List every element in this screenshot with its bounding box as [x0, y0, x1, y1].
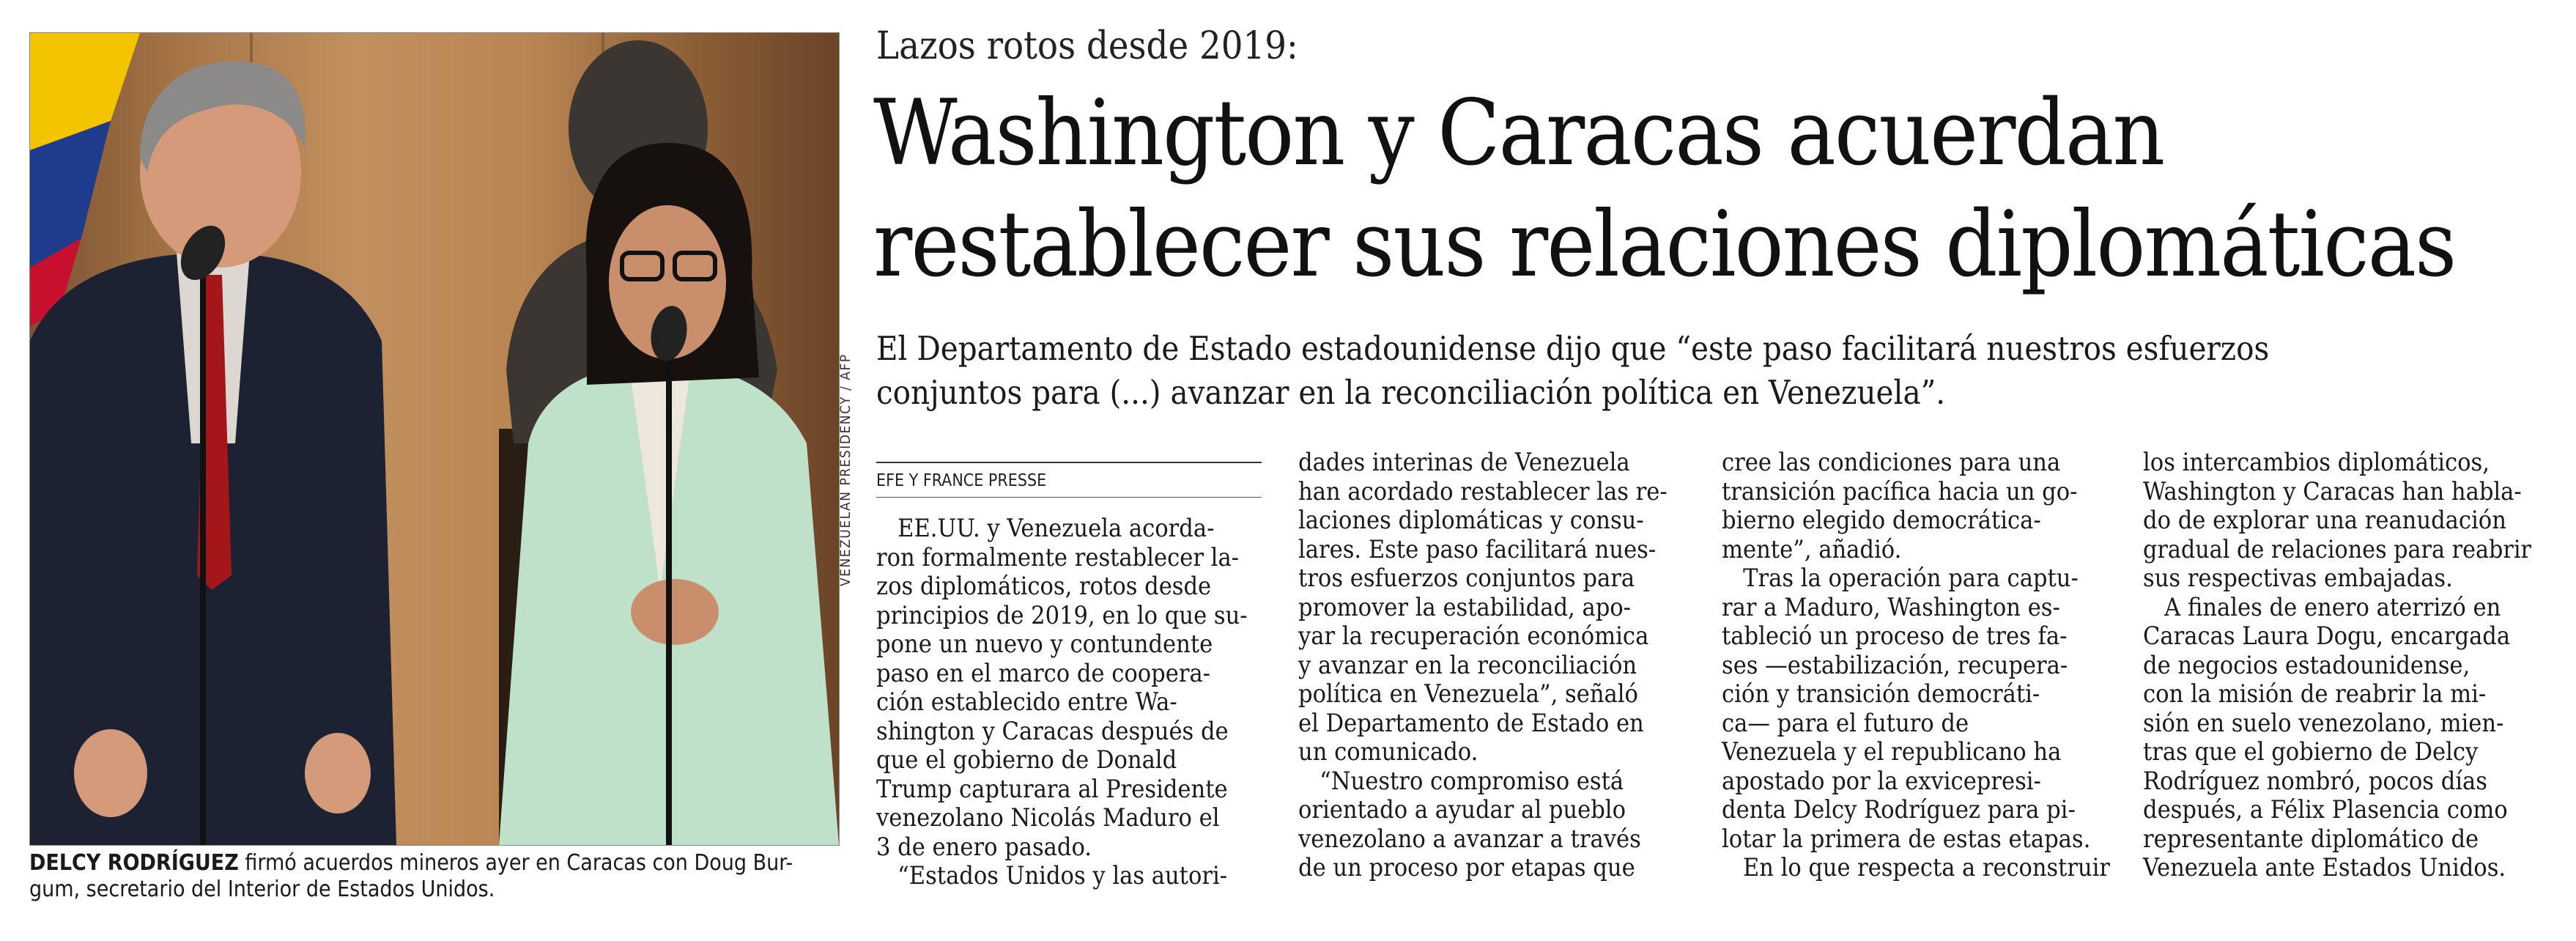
- body-line: venezolano Nicolás Maduro el: [876, 803, 1220, 833]
- body-line: principios de 2019, en lo que su-: [876, 600, 1248, 630]
- body-line: han acordado restablecer las re-: [1298, 476, 1668, 506]
- body-line: tras que el gobierno de Delcy: [2143, 737, 2479, 767]
- body-line: el Departamento de Estado en: [1298, 708, 1644, 738]
- deck-line-2: conjuntos para (...) avanzar en la reconciliación política en Venezuela”.: [876, 373, 1946, 412]
- body-line: tros esfuerzos conjuntos para: [1298, 564, 1635, 593]
- body-line: do de explorar una reanudación: [2143, 506, 2506, 535]
- deck-line-1: El Departamento de Estado estadounidense dijo que “este paso facilitará nuestros esfuerzos: [876, 329, 2270, 368]
- body-line: Venezuela y el republicano ha: [1722, 737, 2062, 767]
- body-line: transición pacífica hacia un go-: [1722, 476, 2078, 506]
- body-line: Trump capturara al Presidente: [876, 774, 1228, 804]
- body-line: EE.UU. y Venezuela acorda-: [876, 514, 1215, 543]
- body-line: un comunicado.: [1298, 737, 1478, 767]
- photo-illustration: [30, 33, 839, 845]
- body-line: sión en suelo venezolano, mien-: [2143, 708, 2504, 738]
- body-line: de negocios estadounidense,: [2143, 650, 2470, 680]
- body-line: ron formalmente restablecer la-: [876, 542, 1239, 572]
- body-line: después, a Félix Plasencia como: [2143, 795, 2508, 824]
- body-line: ses —estabilización, recupera-: [1722, 650, 2068, 680]
- body-line: pone un nuevo y contundente: [876, 630, 1213, 659]
- body-line: mente”, añadió.: [1722, 534, 1902, 564]
- byline: EFE Y FRANCE PRESSE: [876, 471, 1047, 490]
- body-line: 3 de enero pasado.: [876, 832, 1092, 862]
- byline-rule-top: [876, 462, 1262, 463]
- body-line: bierno elegido democrática-: [1722, 506, 2041, 535]
- body-line: de un proceso por etapas que: [1298, 853, 1635, 882]
- body-column-4: [2143, 449, 2531, 883]
- body-line: laciones diplomáticas y consu-: [1298, 506, 1644, 535]
- body-line: “Estados Unidos y las autori-: [876, 861, 1228, 890]
- body-line: paso en el marco de cooperа-: [876, 658, 1211, 688]
- news-photo: [29, 32, 840, 846]
- body-line: promover la estabilidad, apo-: [1298, 592, 1632, 622]
- photo-caption: [29, 850, 843, 903]
- body-line: denta Delcy Rodríguez para pi-: [1722, 795, 2076, 824]
- body-line: política en Venezuela”, señaló: [1298, 679, 1638, 709]
- caption-line2: gum, secretario del Interior de Estados Unidos.: [29, 877, 495, 902]
- caption-line1: firmó acuerdos mineros ayer en Caracas con Doug Bur-: [245, 850, 793, 876]
- body-line: ción establecido entre Wa-: [876, 687, 1177, 717]
- body-line: gradual de relaciones para reabrir: [2143, 534, 2531, 564]
- body-line: Tras la operación para captu-: [1722, 564, 2079, 593]
- body-line: shington y Caracas después de: [876, 716, 1229, 746]
- body-column-2: [1298, 449, 1687, 883]
- body-line: apostado por la exvicepresi-: [1722, 766, 2041, 796]
- body-line: orientado a ayudar al pueblo: [1298, 795, 1626, 824]
- headline-line-1: Washington y Caracas acuerdan: [873, 81, 2164, 186]
- body-line: sus respectivas embajadas.: [2143, 564, 2453, 593]
- body-line: Venezuela ante Estados Unidos.: [2143, 853, 2506, 882]
- body-line: Caracas Laura Dogu, encargada: [2143, 621, 2511, 651]
- body-line: “Nuestro compromiso está: [1298, 766, 1624, 796]
- kicker: Lazos rotos desde 2019:: [876, 24, 1298, 68]
- body-line: venezolano a avanzar a través: [1298, 824, 1641, 854]
- deck: [876, 327, 2561, 415]
- body-line: lotar la primera de estas etapas.: [1722, 824, 2091, 854]
- body-line: A finales de enero aterrizó en: [2143, 592, 2501, 622]
- body-line: ción y transición democráti-: [1722, 679, 2040, 709]
- body-line: y avanzar en la reconciliación: [1298, 650, 1637, 680]
- body-line: con la misión de reabrir la mi-: [2143, 679, 2487, 709]
- body-line: Rodríguez nombró, pocos días: [2143, 766, 2487, 796]
- headline: [873, 78, 2566, 300]
- body-line: representante diplomático de: [2143, 824, 2479, 854]
- caption-name: DELCY RODRÍGUEZ: [29, 850, 239, 876]
- body-line: que el gobierno de Donald: [876, 745, 1177, 775]
- body-line: lares. Este paso facilitará nues-: [1298, 534, 1657, 564]
- body-line: tableció un proceso de tres fa-: [1722, 621, 2068, 651]
- body-column-3: [1722, 449, 2110, 883]
- photo-credit: VENEZUELAN PRESIDENCY / AFP: [837, 353, 854, 586]
- body-line: rar a Maduro, Washington es-: [1722, 592, 2060, 622]
- body-line: zos diplomáticos, rotos desde: [876, 572, 1212, 601]
- byline-rule-bottom: [876, 497, 1262, 498]
- body-column-1: [876, 514, 1265, 891]
- body-line: dades interinas de Venezuela: [1298, 448, 1630, 477]
- body-line: ca— para el futuro de: [1722, 708, 1969, 738]
- body-line: los intercambios diplomáticos,: [2143, 448, 2490, 477]
- headline-line-2: restablecer sus relaciones diplomáticas: [873, 192, 2456, 298]
- body-line: Washington y Caracas han habla-: [2143, 476, 2522, 506]
- body-line: yar la recuperación económica: [1298, 621, 1649, 651]
- body-line: En lo que respecta a reconstruir: [1722, 853, 2110, 882]
- body-line: cree las condiciones para una: [1722, 448, 2061, 477]
